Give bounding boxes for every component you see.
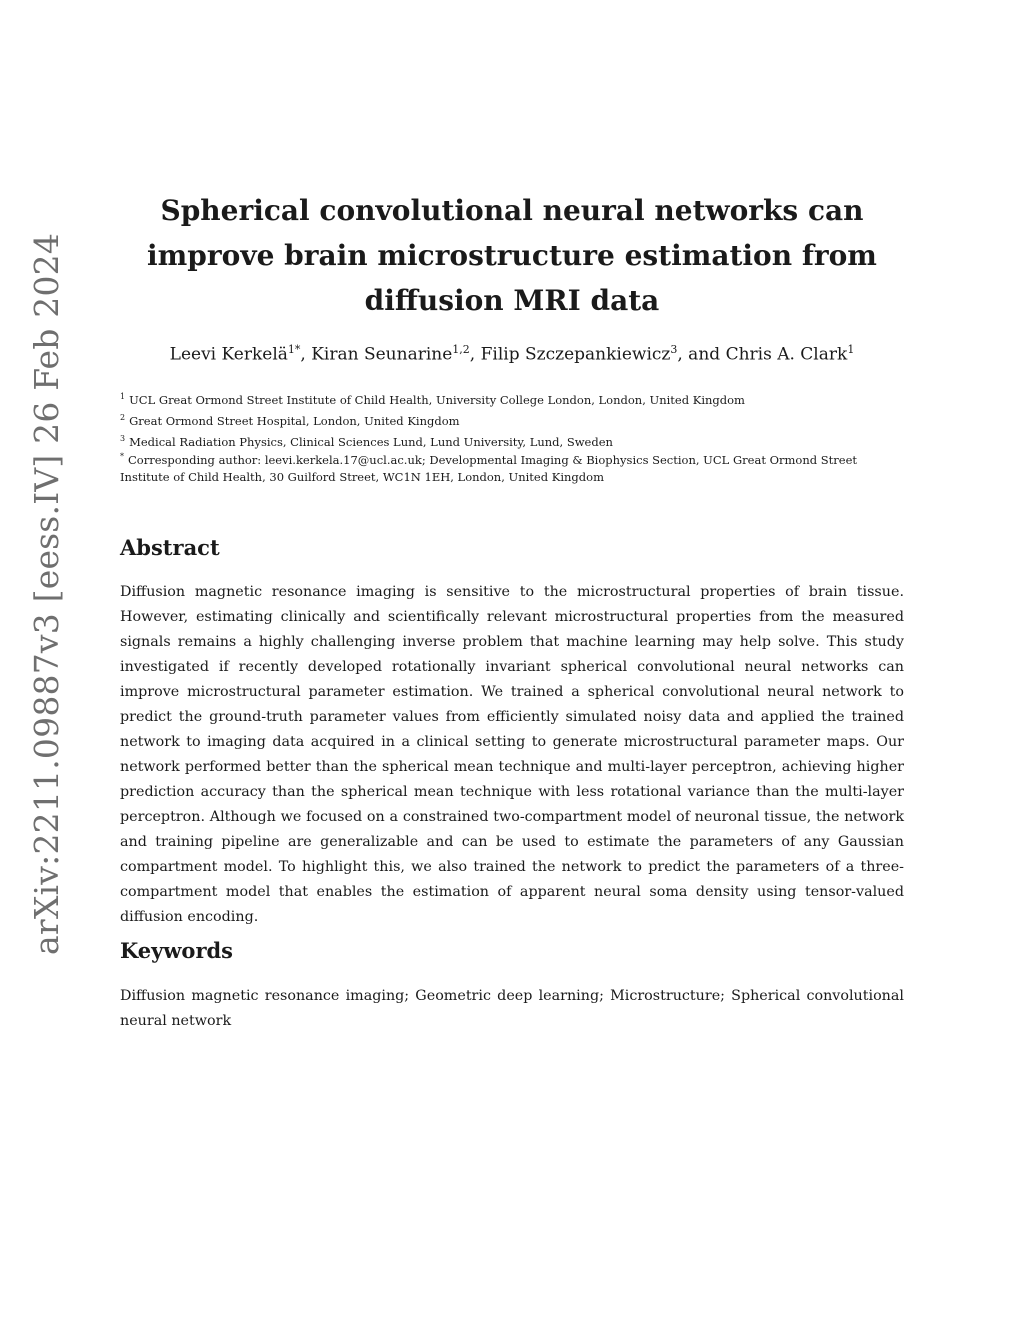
abstract-heading: Abstract (120, 535, 220, 560)
affiliation-marker: 3 (120, 433, 126, 443)
keywords-heading: Keywords (120, 938, 234, 963)
corresponding-author-note (120, 448, 904, 486)
keywords-text: Diffusion magnetic resonance imaging; Geometric deep learning; Microstructure; Spherical convolutional neural network (120, 988, 904, 1029)
abstract-text: Diffusion magnetic resonance imaging is sensitive to the microstructural properties of brain tissue. However, estimating clinically and scientifically relevant microstructural properties from the measured signals remains a highly challenging inverse problem that machine learning may help solve. This study investigated if recently developed rotationally invariant spherical convolutional neural networks can improve microstructural parameter estimation. We trained a spherical convolutional neural network to predict the ground-truth parameter values from efficiently simulated noisy data and applied the trained network to imaging data acquired in a clinical setting to generate microstructural parameter maps. Our network performed better than the spherical mean technique and multi-layer perceptron, achieving higher prediction accuracy than the spherical mean technique with less rotational variance than the multi-layer perceptron. Although we focused on a constrained two-compartment model of neuronal tissue, the network and training pipeline are generalizable and can be used to estimate the parameters of any Gaussian compartment model. To highlight this, we also trained the network to predict the parameters of a three-compartment model that enables the estimation of apparent neural soma density using tensor-valued diffusion encoding. (120, 584, 904, 925)
author-name: Kiran Seunarine (311, 344, 453, 365)
author-affiliation-marker: 3 (670, 343, 678, 356)
affiliation-text: Great Ormond Street Hospital, London, United Kingdom (129, 413, 460, 428)
affiliation-text: Medical Radiation Physics, Clinical Sciences Lund, Lund University, Lund, Sweden (129, 434, 613, 449)
paper-title: Spherical convolutional neural networks can improve brain microstructure estimation from diffusion MRI data (147, 194, 877, 317)
author-name: Filip Szczepankiewicz (480, 344, 671, 365)
arxiv-identifier: arXiv:2211.09887v3 [eess.IV] 26 Feb 2024 (27, 232, 66, 955)
author-affiliation-marker: 1* (287, 343, 301, 356)
author-name: Chris A. Clark (725, 344, 848, 365)
affiliation-marker: 1 (120, 392, 126, 401)
affiliation-item (120, 409, 904, 430)
author-list: Leevi Kerkelä$^{1*}$, Kiran Seunarine$^{1,2}$, Filip Szczepankiewicz$^3$, and Chris A. Clark$^1$ (169, 343, 855, 365)
author-affiliation-marker: 1,2 (452, 343, 470, 356)
corresponding-marker: * (120, 452, 124, 461)
affiliation-text: UCL Great Ormond Street Institute of Child Health, University College London, London, United Kingdom (129, 392, 745, 407)
affiliation-marker: 2 (120, 412, 126, 422)
author-affiliation-marker: 1 (847, 343, 855, 356)
corresponding-text: Corresponding author: leevi.kerkela.17@ucl.ac.uk; Developmental Imaging & Biophysics Section, UCL Great Ormond Street Institute of Child Health, 30 Guilford Street, WC1N 1EH, London, United Kingdom (120, 452, 857, 484)
affiliation-item (120, 388, 904, 409)
author-name: Leevi Kerkelä (169, 344, 288, 365)
affiliation-list (120, 388, 904, 450)
